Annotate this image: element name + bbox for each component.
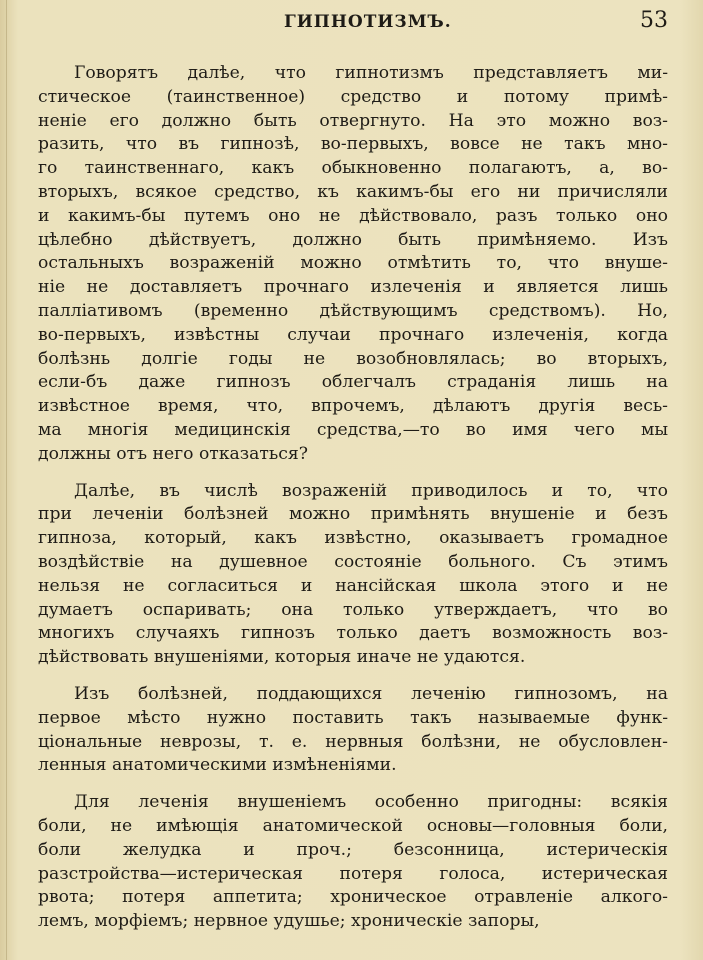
text-line: ленныя анатомическими измѣненіями. [38,755,397,776]
text-line: ціональные неврозы, т. е. нервныя болѣзни, не обусловлен- [38,731,668,752]
text-line: неніе его должно быть отвергнуто. На это можно воз- [38,110,668,131]
text-line: дѣйствовать внушеніями, которыя иначе не удаются. [38,647,526,668]
text-line: боли желудка и проч.; безсонница, истерическія [38,839,668,860]
text-line: разстройства—истерическая потеря голоса, истерическая [38,863,668,884]
text-line: нельзя не согласиться и нансійская школа этого и не [38,575,668,596]
text-line: если-бъ даже гипнозъ облегчалъ страданія лишь на [38,372,668,393]
paragraph [38,62,668,467]
text-line: Говорятъ далѣе, что гипнотизмъ представляетъ ми- [74,63,668,83]
running-head [0,10,703,42]
paragraph [38,791,668,934]
text-line: гипноза, который, какъ извѣстно, оказываетъ громадное [38,528,668,549]
text-line: стическое (таинственное) средство и потому примѣ- [38,86,668,107]
text-line: извѣстное время, что, впрочемъ, дѣлаютъ другія весь- [38,396,668,417]
text-line: ма многія медицинскія средства,—то во имя чего мы [38,419,668,440]
paragraph [38,683,668,778]
text-line: го таинственнаго, какъ обыкновенно полагаютъ, а, во- [38,158,668,179]
text-line: остальныхъ возраженій можно отмѣтить то, что внуше- [38,253,668,274]
paragraph [38,480,668,670]
text-line: при леченіи болѣзней можно примѣнять внушеніе и безъ [38,504,668,525]
page-number: 53 [640,8,668,33]
text-line: во-первыхъ, извѣстны случаи прочнаго излеченія, когда [38,324,668,345]
text-line: палліативомъ (временно дѣйствующимъ средствомъ). Но, [38,300,668,321]
text-line: рвота; потеря аппетита; хроническое отравленіе алкого- [38,887,668,908]
text-line: думаетъ оспаривать; она только утверждаетъ, что во [38,599,668,620]
text-line: ніе не доставляетъ прочнаго излеченія и является лишь [38,277,668,298]
text-line: Далѣе, въ числѣ возраженій приводилось и то, что [74,480,668,501]
text-line: и какимъ-бы путемъ оно не дѣйствовало, разъ только оно [38,205,668,226]
text-line: Для леченія внушеніемъ особенно пригодны: всякія [74,792,668,813]
text-line: Изъ болѣзней, поддающихся леченію гипнозомъ, на [74,683,668,704]
text-line: вторыхъ, всякое средство, къ какимъ-бы его ни причисляли [38,181,668,202]
text-line: болѣзнь долгіе годы не возобновлялась; во вторыхъ, [38,348,668,369]
text-line: многихъ случаяхъ гипнозъ только даетъ возможность воз- [38,623,668,644]
body-text [38,62,668,947]
page-edge-line [6,0,7,960]
text-line: воздѣйствіе на душевное состояніе больного. Съ этимъ [38,551,668,572]
text-line: цѣлебно дѣйствуетъ, должно быть примѣняемо. Изъ [38,229,668,250]
text-line: должны отъ него отказаться? [38,443,308,464]
running-title: ГИПНОТИЗМЪ. [284,12,452,32]
text-line: боли, не имѣющія анатомической основы—головныя боли, [38,815,668,836]
text-line: первое мѣсто нужно поставить такъ называемые функ- [38,707,668,728]
text-line: лемъ, морфіемъ; нервное удушье; хроническіе запоры, [38,911,540,932]
text-line: разить, что въ гипнозѣ, во-первыхъ, вовсе не такъ мно- [38,134,668,155]
